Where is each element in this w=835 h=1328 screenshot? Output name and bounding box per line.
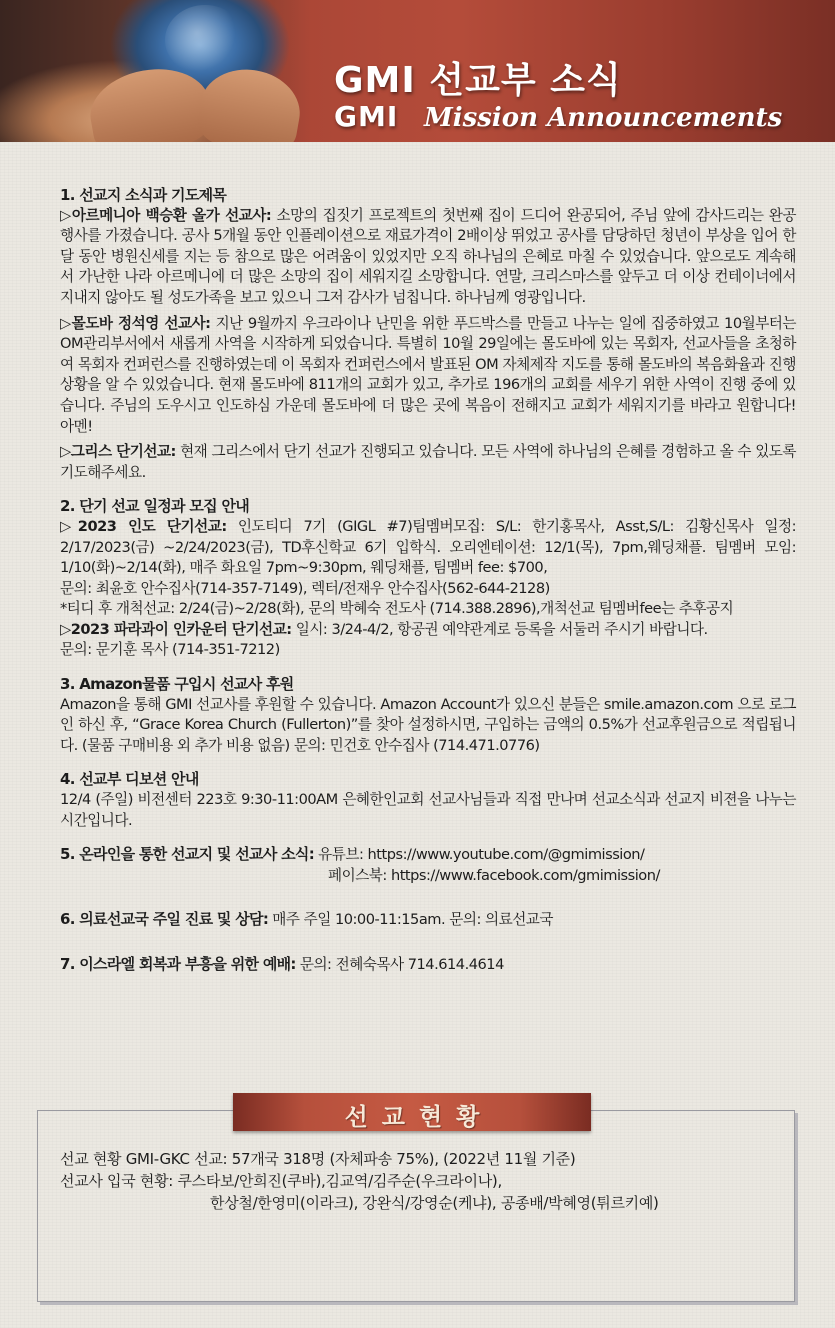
section-2-title: 2. 단기 선교 일정과 모집 안내 — [60, 497, 250, 516]
status-line-1: 선교 현황 GMI-GKC 선교: 57개국 318명 (자체파송 75%), (2022년 11월 기준) — [60, 1150, 576, 1168]
mission-status-banner-label: 선교현황 — [344, 1102, 494, 1131]
header-title-english: Mission Announcements — [424, 103, 783, 133]
mission-status-banner — [233, 1093, 591, 1131]
greece-lead: ▷그리스 단기선교: — [60, 443, 176, 461]
armenia-lead: ▷아르메니아 백승환 올가 선교사: — [60, 206, 272, 224]
header-title-gmi: GMI — [334, 100, 399, 133]
section-3-title: 3. Amazon물품 구입시 선교사 후원 — [60, 675, 294, 694]
paraguay-contact: 문의: 문기훈 목사 (714-351-7212) — [60, 641, 280, 659]
section-7-text: 문의: 전혜숙목사 714.614.4614 — [295, 956, 504, 973]
spacer — [60, 488, 796, 496]
paraguay-text: 일시: 3/24-4/2, 항공권 예약관계로 등록을 서둘러 주시기 바랍니다. — [291, 620, 708, 638]
youtube-link[interactable]: 유튜브: https://www.youtube.com/@gmimission/ — [314, 846, 645, 864]
section-1-armenia — [60, 206, 796, 309]
greece-text: 현재 그리스에서 단기 선교가 진행되고 있습니다. 모든 사역에 하나님의 은혜를 경험하고 올 수 있도록 기도해주세요. — [60, 443, 796, 481]
spacer — [60, 936, 796, 954]
section-7 — [60, 954, 796, 976]
india-lead: ▷2023 인도 단기선교: — [60, 517, 227, 535]
section-1-greece — [60, 442, 796, 483]
india-note: *티디 후 개척선교: 2/24(금)~2/28(화), 문의 박혜숙 전도사 (714.388.2896),개척선교 팀멤버fee는 추후공지 — [60, 600, 734, 618]
section-5 — [60, 844, 796, 866]
header-banner — [0, 0, 835, 142]
section-3-text: Amazon을 통해 GMI 선교사를 후원할 수 있습니다. Amazon Account가 있으신 분들은 smile.amazon.com 으로 로그인 하신 후, “Grace Korea Church (Fullerton)”를 찾아 설정하시면, 구입하는 금액의 0.5%가 선교후원금으로 적립됩니다. (물품 구매비용 외 추가 비용 없음) 문의: 민건호 안수집사 (714.471.0776) — [60, 695, 796, 754]
header-title-korean: GMI 선교부 소식 — [334, 60, 622, 101]
spacer — [60, 666, 796, 674]
spacer — [60, 891, 796, 909]
moldova-text: 지난 9월까지 우크라이나 난민을 위한 푸드박스를 만들고 나누는 일에 집중하였고 10월부터는 OM관리부서에서 새롭게 사역을 시작하게 되었습니다. 특별히 10월 29일에는 몰도바에 있는 목회자, 선교사들을 초청하여 목회자 컨퍼런스를 진행하였는데 이 목회자 컨퍼런스에서 발표된 OM 자체제작 지도를 통해 몰도바의 복음화율과 진행상황을 알 수 있었습니다. 현재 몰도바에 811개의 교회가 있고, 추가로 196개의 교회를 세우기 위한 사역이 진행 중에 있습니다. 주님의 도우시고 인도하심 가운데 몰도바에 더 많은 곳에 복음이 전해지고 교회가 세워지기를 바라고 원합니다! 아멘! — [60, 314, 797, 435]
india-text: 인도티디 7기 (GIGL #7)팀멤버모집: S/L: 한기홍목사, Asst,S/L: 김황신목사 일정: 2/17/2023(금) ~2/24/2023(금), TD후신학교 6기 입학식. 오리엔테이션: 12/1(목), 7pm,웨딩채플. 팀멤버 모임: 1/10(화)~2/14(화), 매주 화요일 7pm~9:30pm, 웨딩채플, 팀멤버 fee: $700, — [60, 517, 796, 577]
armenia-text: 소망의 집짓기 프로젝트의 첫번째 집이 드디어 완공되어, 주님 앞에 감사드리는 완공 행사를 가졌습니다. 공사 5개월 동안 인플레이션으로 재료가격이 2배이상 뛰었고 공사를 담당하던 청년이 부상을 입어 한 달 동안 병원신세를 지는 등 참으로 많은 어려움이 있었지만 오직 하나님의 은혜로 마칠 수 있었습니다. 앞으로도 계속해서 가난한 나라 아르메니에 더 많은 소망의 집이 세워지길 소망합니다. 연말, 크리스마스를 앞두고 더 이상 컨테이너에서 지내지 않아도 될 성도가족을 보고 있으니 그저 감사가 넘칩니다. 하나님께 영광입니다. — [60, 206, 796, 306]
facebook-link[interactable]: 페이스북: https://www.facebook.com/gmimission/ — [328, 866, 660, 884]
section-4-text: 12/4 (주일) 비전센터 223호 9:30-11:00AM 은혜한인교회 선교사님들과 직접 만나며 선교소식과 선교지 비젼을 나누는 시간입니다. — [60, 791, 796, 829]
status-line-2: 선교사 입국 현황: 쿠스타보/안희진(쿠바),김교역/김주순(우크라이나), — [60, 1172, 502, 1190]
section-1-title: 1. 선교지 소식과 기도제목 — [60, 186, 227, 204]
section-6 — [60, 909, 796, 931]
section-2-india — [60, 517, 796, 579]
section-6-text: 매주 주일 10:00-11:15am. 문의: 의료선교국 — [268, 911, 554, 929]
moldova-lead: ▷몰도바 정석영 선교사: — [60, 314, 211, 332]
globe-icon — [165, 5, 245, 75]
section-2-paraguay — [60, 620, 796, 641]
section-7-title: 7. 이스라엘 회복과 부흥을 위한 예배: — [60, 955, 296, 973]
paraguay-lead: ▷2023 파라과이 인카운터 단기선교: — [60, 620, 292, 638]
section-6-title: 6. 의료선교국 주일 진료 및 상담: — [60, 910, 269, 929]
globe-in-hands-image — [0, 0, 310, 142]
section-1-moldova — [60, 314, 796, 438]
spacer — [60, 836, 796, 844]
announcements-body — [60, 185, 796, 981]
spacer — [60, 761, 796, 769]
mission-status-text — [60, 1148, 790, 1214]
india-contact: 문의: 최윤호 안수집사(714-357-7149), 렉터/전재우 안수집사(562-644-2128) — [60, 579, 550, 597]
section-5-title: 5. 온라인을 통한 선교지 및 선교사 소식: — [60, 845, 315, 864]
status-line-3: 한상철/한영미(이라크), 강완식/강영순(케냐), 공종배/박혜영(튀르키예) — [210, 1194, 659, 1212]
section-4-title: 4. 선교부 디보션 안내 — [60, 770, 199, 789]
